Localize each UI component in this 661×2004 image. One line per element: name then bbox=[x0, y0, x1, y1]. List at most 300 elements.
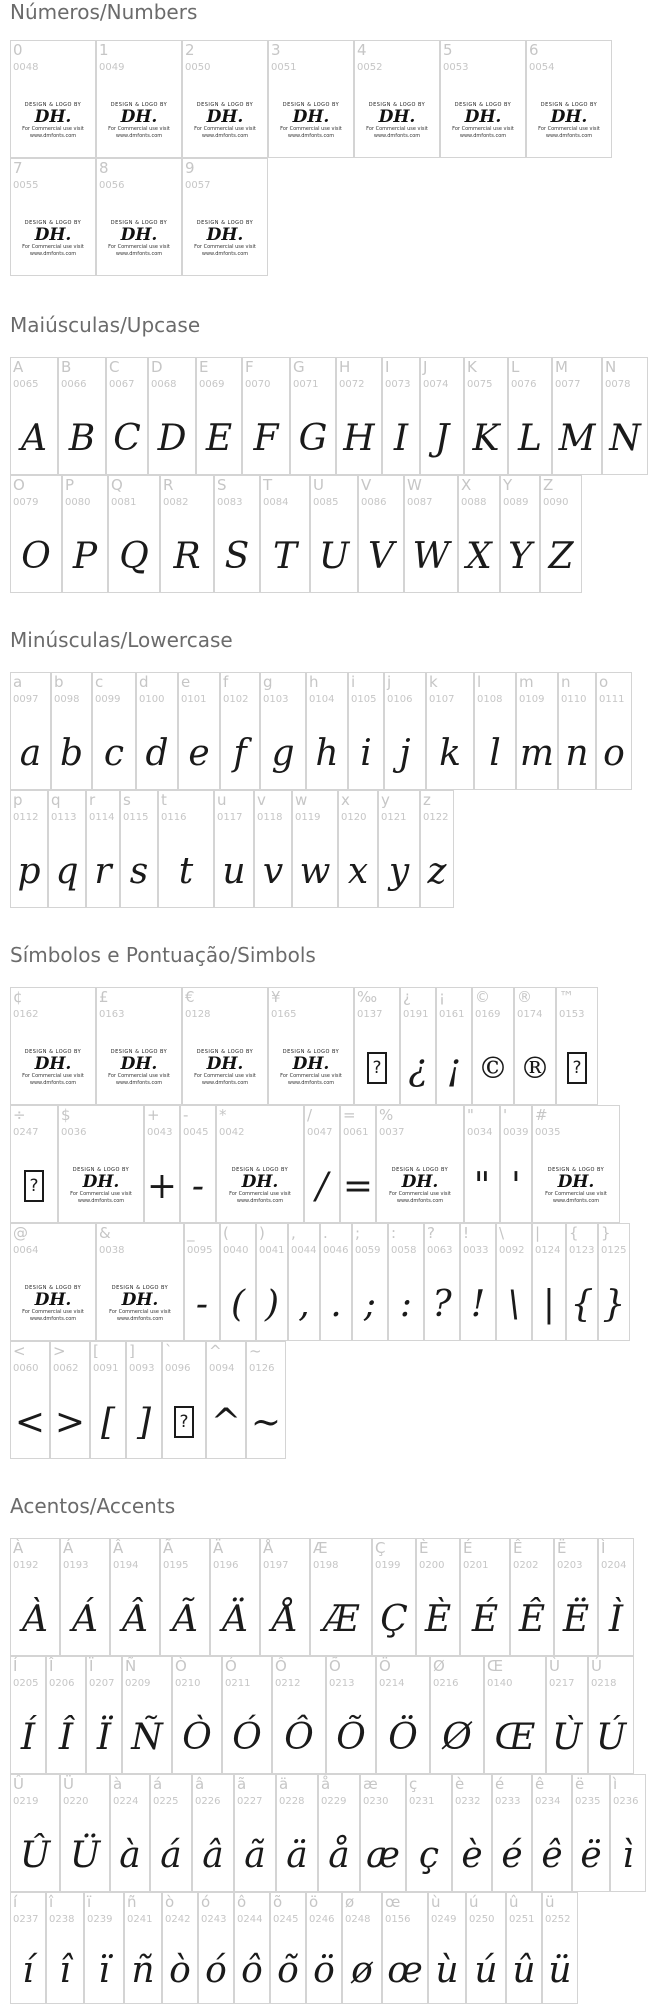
logo-text: For Commercial use visit bbox=[280, 126, 342, 132]
glyph-cell bbox=[60, 1774, 110, 1892]
glyph-cell bbox=[46, 1656, 86, 1774]
logo-text: www.dmfonts.com bbox=[287, 133, 335, 139]
logo-text: www.dmfonts.com bbox=[396, 1198, 444, 1204]
glyph-code: 0101 bbox=[181, 694, 207, 705]
glyph-code: 0174 bbox=[517, 1009, 543, 1020]
font-logo-image bbox=[441, 85, 525, 157]
glyph-preview: À bbox=[22, 1598, 48, 1640]
glyph-label: Ã bbox=[163, 1539, 174, 1557]
glyph-code: 0087 bbox=[407, 497, 433, 508]
font-logo-image bbox=[183, 1032, 267, 1104]
glyph-cell bbox=[406, 1774, 452, 1892]
glyph-code: 0124 bbox=[535, 1245, 561, 1256]
glyph-code: 0048 bbox=[13, 62, 39, 73]
glyph-code: 0071 bbox=[293, 379, 319, 390]
glyph-code: 0250 bbox=[469, 1914, 495, 1925]
logo-text: DH. bbox=[34, 1290, 72, 1310]
glyph-cell bbox=[292, 790, 338, 908]
glyph-label: © bbox=[475, 988, 490, 1006]
glyph-code: 0073 bbox=[385, 379, 411, 390]
glyph-code: 0079 bbox=[13, 497, 39, 508]
glyph-code: 0216 bbox=[433, 1678, 459, 1689]
glyph-preview: / bbox=[315, 1165, 329, 1207]
glyph-preview: h bbox=[315, 732, 339, 774]
glyph-preview: Ò bbox=[182, 1716, 212, 1758]
logo-text: DH. bbox=[34, 1054, 72, 1074]
glyph-code: 0235 bbox=[575, 1796, 601, 1807]
glyph-code: 0232 bbox=[455, 1796, 481, 1807]
glyph-cell bbox=[384, 672, 426, 790]
glyph-preview: g bbox=[271, 732, 295, 774]
glyph-code: 0106 bbox=[387, 694, 413, 705]
glyph-preview: © bbox=[478, 1050, 508, 1086]
glyph-cell bbox=[484, 1656, 546, 1774]
glyph-cell bbox=[160, 1538, 210, 1656]
glyph-cell bbox=[10, 987, 96, 1105]
glyph-code: 0111 bbox=[599, 694, 625, 705]
logo-text: For Commercial use visit bbox=[108, 244, 170, 250]
glyph-label: ) bbox=[259, 1224, 265, 1242]
glyph-code: 0224 bbox=[113, 1796, 139, 1807]
glyph-code: 0090 bbox=[543, 497, 569, 508]
glyph-preview: æ bbox=[366, 1834, 400, 1876]
glyph-cell bbox=[96, 1223, 184, 1341]
glyph-preview: È bbox=[424, 1598, 452, 1640]
logo-text: For Commercial use visit bbox=[538, 126, 600, 132]
glyph-cell bbox=[436, 987, 472, 1105]
glyph-preview: n bbox=[565, 732, 589, 774]
glyph-preview: Á bbox=[72, 1598, 98, 1640]
glyph-label: S bbox=[217, 476, 227, 494]
glyph-label: v bbox=[257, 791, 266, 809]
glyph-label: ; bbox=[355, 1224, 361, 1242]
glyph-label: ö bbox=[309, 1893, 319, 1911]
glyph-code: 0066 bbox=[61, 379, 87, 390]
glyph-cell bbox=[214, 790, 254, 908]
glyph-code: 0204 bbox=[601, 1560, 627, 1571]
glyph-code: 0230 bbox=[363, 1796, 389, 1807]
glyph-label: Ô bbox=[275, 1657, 287, 1675]
logo-text: DESIGN & LOGO BY bbox=[368, 102, 426, 108]
glyph-preview: : bbox=[399, 1283, 413, 1325]
glyph-preview: ä bbox=[286, 1834, 308, 1876]
font-logo-image bbox=[527, 85, 611, 157]
glyph-cell bbox=[318, 1774, 360, 1892]
glyph-preview: Ü bbox=[69, 1834, 101, 1876]
glyph-cell bbox=[464, 1105, 500, 1223]
logo-text: DH. bbox=[241, 1172, 279, 1192]
glyph-cell bbox=[84, 1892, 124, 2004]
glyph-cell bbox=[10, 1341, 50, 1459]
glyph-code: 0233 bbox=[495, 1796, 521, 1807]
glyph-code: 0060 bbox=[13, 1363, 39, 1374]
glyph-preview: P bbox=[72, 535, 98, 577]
glyph-code: 0068 bbox=[151, 379, 177, 390]
glyph-label: Ø bbox=[433, 1657, 445, 1675]
glyph-label: Î bbox=[49, 1657, 54, 1675]
glyph-cell bbox=[554, 1538, 598, 1656]
glyph-cell bbox=[354, 40, 440, 158]
glyph-code: 0198 bbox=[313, 1560, 339, 1571]
logo-text: DH. bbox=[464, 107, 502, 127]
glyph-cell bbox=[552, 357, 602, 475]
glyph-preview: Ó bbox=[232, 1716, 262, 1758]
glyph-label: w bbox=[295, 791, 308, 809]
logo-text: DESIGN & LOGO BY bbox=[540, 102, 598, 108]
glyph-preview: Ö bbox=[388, 1716, 418, 1758]
font-logo-image bbox=[269, 85, 353, 157]
glyph-label: a bbox=[13, 673, 23, 691]
glyph-code: 0050 bbox=[185, 62, 211, 73]
glyph-cell bbox=[48, 790, 86, 908]
glyph-preview: Y bbox=[508, 535, 532, 577]
glyph-label: ¡ bbox=[439, 988, 446, 1006]
glyph-preview: ¿ bbox=[408, 1047, 428, 1089]
glyph-preview: ( bbox=[230, 1283, 246, 1325]
glyph-cell bbox=[428, 1892, 466, 2004]
glyph-label: È bbox=[419, 1539, 429, 1557]
glyph-cell bbox=[10, 1538, 60, 1656]
glyph-code: 0217 bbox=[549, 1678, 575, 1689]
glyph-preview: q bbox=[55, 850, 79, 892]
glyph-label: 9 bbox=[185, 159, 195, 177]
logo-text: www.dmfonts.com bbox=[201, 133, 249, 139]
glyph-preview: + bbox=[146, 1165, 178, 1207]
glyph-code: 0201 bbox=[463, 1560, 489, 1571]
glyph-cell bbox=[86, 1656, 122, 1774]
font-logo-image bbox=[59, 1150, 143, 1222]
glyph-preview: í bbox=[22, 1949, 34, 1991]
glyph-cell bbox=[144, 1105, 180, 1223]
glyph-preview: [ bbox=[100, 1401, 116, 1443]
glyph-cell bbox=[136, 672, 178, 790]
glyph-cell bbox=[306, 1892, 342, 2004]
glyph-label: 2 bbox=[185, 41, 195, 59]
glyph-cell bbox=[372, 1538, 416, 1656]
glyph-label: B bbox=[61, 358, 72, 376]
glyph-code: 0228 bbox=[279, 1796, 305, 1807]
glyph-cell bbox=[306, 672, 348, 790]
glyph-label: ñ bbox=[127, 1893, 137, 1911]
missing-glyph-icon: ? bbox=[567, 1052, 587, 1084]
glyph-code: 0220 bbox=[63, 1796, 89, 1807]
glyph-label: õ bbox=[273, 1893, 283, 1911]
glyph-label: ç bbox=[409, 1775, 418, 1793]
glyph-cell bbox=[610, 1774, 646, 1892]
glyph-preview: õ bbox=[277, 1949, 299, 1991]
glyph-label: % bbox=[379, 1106, 394, 1124]
glyph-label: É bbox=[463, 1539, 473, 1557]
glyph-cell bbox=[472, 987, 514, 1105]
glyph-code: 0078 bbox=[605, 379, 631, 390]
glyph-preview: v bbox=[262, 850, 284, 892]
glyph-preview: Q bbox=[119, 535, 149, 577]
glyph-cell bbox=[178, 672, 220, 790]
glyph-code: 0246 bbox=[309, 1914, 335, 1925]
glyph-code: 0137 bbox=[357, 1009, 383, 1020]
glyph-code: 0248 bbox=[345, 1914, 371, 1925]
glyph-cell bbox=[340, 1105, 376, 1223]
glyph-label: ` bbox=[165, 1342, 173, 1360]
glyph-cell bbox=[234, 1892, 270, 2004]
glyph-preview: G bbox=[298, 417, 328, 459]
logo-text: For Commercial use visit bbox=[194, 1073, 256, 1079]
glyph-label: M bbox=[555, 358, 568, 376]
glyph-preview: A bbox=[21, 417, 47, 459]
glyph-preview: Ù bbox=[551, 1716, 583, 1758]
glyph-cell bbox=[310, 1538, 372, 1656]
glyph-label: U bbox=[313, 476, 324, 494]
glyph-label: 0 bbox=[13, 41, 23, 59]
glyph-cell bbox=[542, 1892, 578, 2004]
logo-text: DH. bbox=[120, 225, 158, 245]
glyph-label: ( bbox=[223, 1224, 229, 1242]
glyph-code: 0070 bbox=[245, 379, 271, 390]
glyph-code: 0125 bbox=[601, 1245, 627, 1256]
glyph-cell bbox=[430, 1656, 484, 1774]
glyph-cell bbox=[162, 1892, 198, 2004]
glyph-cell bbox=[254, 790, 292, 908]
glyph-label: R bbox=[163, 476, 174, 494]
glyph-preview: ; bbox=[363, 1283, 377, 1325]
glyph-preview: ó bbox=[205, 1949, 227, 1991]
glyph-preview: ) bbox=[264, 1283, 280, 1325]
glyph-label: [ bbox=[93, 1342, 99, 1360]
logo-text: DESIGN & LOGO BY bbox=[196, 1049, 254, 1055]
glyph-label: , bbox=[291, 1224, 296, 1242]
glyph-label: ï bbox=[87, 1893, 92, 1911]
logo-text: DH. bbox=[550, 107, 588, 127]
glyph-code: 0059 bbox=[355, 1245, 381, 1256]
glyph-cell bbox=[10, 475, 62, 593]
glyph-label: ¢ bbox=[13, 988, 23, 1006]
glyph-cell bbox=[304, 1105, 340, 1223]
logo-text: For Commercial use visit bbox=[194, 244, 256, 250]
logo-text: DH. bbox=[401, 1172, 439, 1192]
logo-text: DH. bbox=[292, 1054, 330, 1074]
glyph-code: 0226 bbox=[195, 1796, 221, 1807]
glyph-code: 0063 bbox=[427, 1245, 453, 1256]
logo-text: For Commercial use visit bbox=[452, 126, 514, 132]
glyph-preview: M bbox=[558, 417, 596, 459]
glyph-cell bbox=[126, 1341, 162, 1459]
glyph-label: I bbox=[385, 358, 390, 376]
glyph-label: ë bbox=[575, 1775, 585, 1793]
logo-text: For Commercial use visit bbox=[280, 1073, 342, 1079]
glyph-label: d bbox=[139, 673, 149, 691]
glyph-code: 0088 bbox=[461, 497, 487, 508]
glyph-preview: Ë bbox=[562, 1598, 590, 1640]
font-logo-image bbox=[183, 203, 267, 275]
glyph-code: 0042 bbox=[219, 1127, 245, 1138]
glyph-cell bbox=[460, 1223, 496, 1341]
glyph-cell bbox=[234, 1774, 276, 1892]
glyph-code: 0062 bbox=[53, 1363, 79, 1374]
glyph-cell bbox=[86, 790, 120, 908]
glyph-cell bbox=[96, 40, 182, 158]
glyph-code: 0203 bbox=[557, 1560, 583, 1571]
glyph-label: í bbox=[13, 1893, 18, 1911]
glyph-preview: { bbox=[570, 1283, 594, 1325]
font-logo-image bbox=[97, 1032, 181, 1104]
glyph-cell bbox=[382, 357, 420, 475]
glyph-code: 0236 bbox=[613, 1796, 639, 1807]
glyph-label: Ç bbox=[375, 1539, 386, 1557]
glyph-label: Æ bbox=[313, 1539, 328, 1557]
glyph-cell bbox=[122, 1656, 172, 1774]
logo-text: www.dmfonts.com bbox=[287, 1080, 335, 1086]
glyph-code: 0097 bbox=[13, 694, 39, 705]
glyph-preview: L bbox=[518, 417, 542, 459]
glyph-code: 0243 bbox=[201, 1914, 227, 1925]
glyph-cell bbox=[46, 1892, 84, 2004]
section-title: Maiúsculas/Upcase bbox=[10, 313, 201, 337]
glyph-label: $ bbox=[61, 1106, 71, 1124]
glyph-label: ô bbox=[237, 1893, 247, 1911]
glyph-cell bbox=[500, 475, 540, 593]
font-logo-image bbox=[97, 1268, 183, 1340]
logo-text: For Commercial use visit bbox=[109, 1309, 171, 1315]
glyph-code: 0076 bbox=[511, 379, 537, 390]
glyph-code: 0109 bbox=[519, 694, 545, 705]
glyph-cell bbox=[464, 357, 508, 475]
glyph-code: 0251 bbox=[509, 1914, 535, 1925]
font-logo-image bbox=[183, 85, 267, 157]
glyph-code: 0047 bbox=[307, 1127, 333, 1138]
glyph-code: 0046 bbox=[323, 1245, 349, 1256]
glyph-code: 0234 bbox=[535, 1796, 561, 1807]
glyph-label: 7 bbox=[13, 159, 23, 177]
glyph-code: 0084 bbox=[263, 497, 289, 508]
glyph-preview: F bbox=[253, 417, 279, 459]
glyph-cell bbox=[420, 790, 454, 908]
logo-text: www.dmfonts.com bbox=[115, 133, 163, 139]
logo-text: www.dmfonts.com bbox=[115, 1080, 163, 1086]
glyph-code: 0091 bbox=[93, 1363, 119, 1374]
glyph-code: 0038 bbox=[99, 1245, 125, 1256]
glyph-label: _ bbox=[187, 1224, 195, 1242]
glyph-label: 4 bbox=[357, 41, 367, 59]
glyph-label: t bbox=[161, 791, 167, 809]
glyph-preview: l bbox=[489, 732, 501, 774]
glyph-preview: - bbox=[191, 1165, 205, 1207]
logo-text: For Commercial use visit bbox=[545, 1191, 607, 1197]
glyph-cell bbox=[506, 1892, 542, 2004]
glyph-preview: f bbox=[233, 732, 247, 774]
glyph-label: Z bbox=[543, 476, 554, 494]
glyph-code: 0056 bbox=[99, 180, 125, 191]
glyph-label: Ú bbox=[591, 1657, 602, 1675]
glyph-cell bbox=[268, 40, 354, 158]
glyph-label: . bbox=[323, 1224, 328, 1242]
glyph-cell bbox=[10, 40, 96, 158]
glyph-cell bbox=[51, 672, 92, 790]
glyph-preview: r bbox=[94, 850, 112, 892]
glyph-preview: ô bbox=[241, 1949, 263, 1991]
glyph-label: l bbox=[477, 673, 482, 691]
glyph-cell bbox=[602, 357, 648, 475]
logo-text: DH. bbox=[121, 1290, 159, 1310]
logo-text: DESIGN & LOGO BY bbox=[231, 1167, 289, 1173]
missing-glyph-icon: ? bbox=[367, 1052, 387, 1084]
logo-text: DH. bbox=[34, 107, 72, 127]
logo-text: www.dmfonts.com bbox=[201, 251, 249, 257]
glyph-cell bbox=[348, 672, 384, 790]
glyph-preview: ù bbox=[435, 1949, 459, 1991]
glyph-cell bbox=[92, 672, 136, 790]
glyph-preview: i bbox=[360, 732, 372, 774]
logo-text: For Commercial use visit bbox=[108, 126, 170, 132]
glyph-label: & bbox=[99, 1224, 111, 1242]
glyph-preview: K bbox=[472, 417, 500, 459]
logo-text: For Commercial use visit bbox=[229, 1191, 291, 1197]
glyph-label: X bbox=[461, 476, 472, 494]
logo-text: DESIGN & LOGO BY bbox=[111, 1285, 169, 1291]
glyph-code: 0225 bbox=[153, 1796, 179, 1807]
font-logo-image bbox=[11, 1032, 95, 1104]
glyph-code: 0231 bbox=[409, 1796, 435, 1807]
glyph-label: | bbox=[535, 1224, 541, 1242]
glyph-preview: û bbox=[512, 1949, 536, 1991]
glyph-cell bbox=[150, 1774, 192, 1892]
logo-text: For Commercial use visit bbox=[22, 1073, 84, 1079]
glyph-cell bbox=[492, 1774, 532, 1892]
glyph-cell bbox=[184, 1223, 220, 1341]
logo-text: DESIGN & LOGO BY bbox=[110, 220, 168, 226]
font-logo-image bbox=[377, 1150, 463, 1222]
glyph-code: 0102 bbox=[223, 694, 249, 705]
glyph-code: 0161 bbox=[439, 1009, 465, 1020]
glyph-label: 8 bbox=[99, 159, 109, 177]
glyph-cell bbox=[50, 1341, 90, 1459]
font-logo-image bbox=[269, 1032, 353, 1104]
glyph-preview: m bbox=[519, 732, 555, 774]
glyph-cell bbox=[566, 1223, 598, 1341]
glyph-label: é bbox=[495, 1775, 505, 1793]
glyph-cell bbox=[268, 987, 354, 1105]
glyph-label: Õ bbox=[329, 1657, 341, 1675]
glyph-cell bbox=[400, 987, 436, 1105]
glyph-cell bbox=[260, 475, 310, 593]
glyph-preview: T bbox=[272, 535, 297, 577]
glyph-preview: ö bbox=[313, 1949, 335, 1991]
glyph-cell bbox=[336, 357, 382, 475]
glyph-label: # bbox=[535, 1106, 548, 1124]
glyph-preview: Ç bbox=[380, 1598, 408, 1640]
glyph-preview bbox=[163, 1386, 205, 1458]
glyph-label: ‰ bbox=[357, 988, 378, 1006]
glyph-label: â bbox=[195, 1775, 205, 1793]
logo-text: www.dmfonts.com bbox=[29, 133, 77, 139]
glyph-cell bbox=[532, 1774, 572, 1892]
glyph-preview: ú bbox=[474, 1949, 498, 1991]
glyph-cell bbox=[310, 475, 358, 593]
glyph-preview: Ä bbox=[222, 1598, 248, 1640]
glyph-label: ? bbox=[427, 1224, 435, 1242]
glyph-label: f bbox=[223, 673, 229, 691]
glyph-label: Í bbox=[13, 1657, 18, 1675]
glyph-preview: Ê bbox=[518, 1598, 546, 1640]
logo-text: DESIGN & LOGO BY bbox=[454, 102, 512, 108]
glyph-label: h bbox=[309, 673, 319, 691]
glyph-preview: Ã bbox=[172, 1598, 198, 1640]
glyph-label: ó bbox=[201, 1893, 211, 1911]
glyph-label: ~ bbox=[249, 1342, 262, 1360]
glyph-preview: ] bbox=[136, 1401, 152, 1443]
glyph-preview: W bbox=[412, 535, 450, 577]
glyph-label: Ä bbox=[213, 1539, 224, 1557]
glyph-preview bbox=[355, 1032, 399, 1104]
